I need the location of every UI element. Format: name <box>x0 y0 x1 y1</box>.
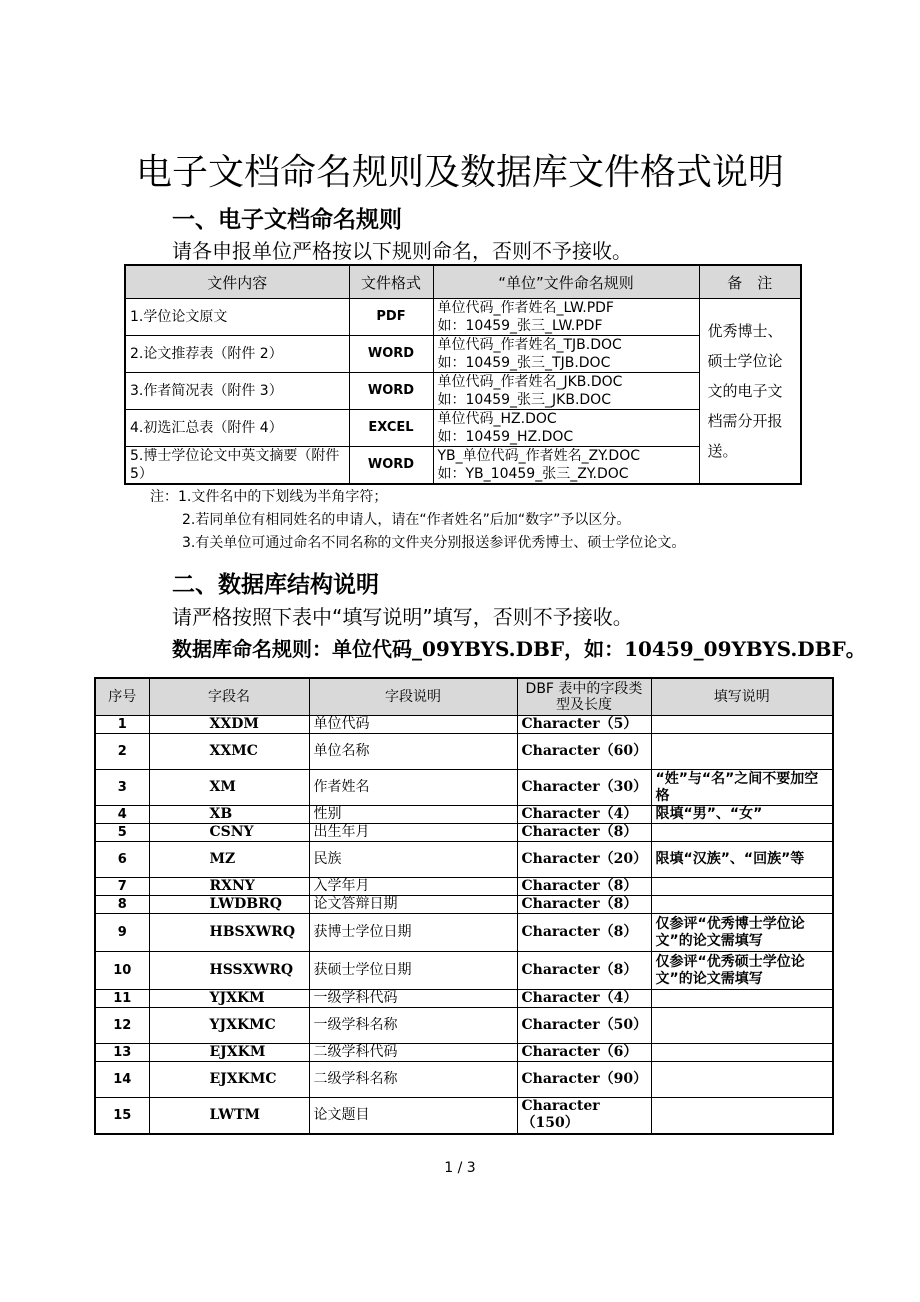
section2-intro: 请严格按照下表中“填写说明”填写，否则不予接收。 <box>172 605 633 629</box>
row-number: 10 <box>95 952 149 990</box>
field-name: MZ <box>149 842 309 878</box>
table-row <box>95 824 833 842</box>
field-description: 入学年月 <box>309 878 517 896</box>
field-description: 二级学科代码 <box>309 1044 517 1062</box>
table-row <box>95 914 833 952</box>
field-type: Character（30） <box>517 770 651 806</box>
row-format: WORD <box>349 336 433 373</box>
field-type: Character（8） <box>517 896 651 914</box>
field-description: 一级学科名称 <box>309 1008 517 1044</box>
page-title: 电子文档命名规则及数据库文件格式说明 <box>135 152 784 193</box>
rule-example: 如：10459_张三_TJB.DOC <box>437 355 611 371</box>
field-type: Character（50） <box>517 1008 651 1044</box>
row-number: 14 <box>95 1062 149 1098</box>
header-field: 字段名 <box>149 678 309 716</box>
table-row <box>95 842 833 878</box>
field-name: LWTM <box>149 1098 309 1134</box>
field-name: HSSXWRQ <box>149 952 309 990</box>
row-content: 1.学位论文原文 <box>125 299 349 336</box>
header-no: 序号 <box>95 678 149 716</box>
row-number: 1 <box>95 716 149 734</box>
row-rule <box>433 336 699 373</box>
fill-instruction: “姓”与“名”之间不要加空格 <box>651 770 833 806</box>
header-rule: “单位”文件命名规则 <box>433 265 699 299</box>
field-description: 性别 <box>309 806 517 824</box>
field-type: Character（5） <box>517 716 651 734</box>
field-type: Character（8） <box>517 824 651 842</box>
header-type: DBF 表中的字段类型及长度 <box>517 678 651 716</box>
field-name: CSNY <box>149 824 309 842</box>
section1-intro: 请各申报单位严格按以下规则命名，否则不予接收。 <box>172 239 632 263</box>
field-type: Character（6） <box>517 1044 651 1062</box>
naming-rules-table <box>124 264 802 485</box>
remark-cell: 优秀博士、硕士学位论文的电子文档需分开报送。 <box>699 299 801 485</box>
field-name: XXDM <box>149 716 309 734</box>
fill-instruction <box>651 824 833 842</box>
field-type: Character（8） <box>517 952 651 990</box>
row-number: 7 <box>95 878 149 896</box>
row-content: 3.作者简况表（附件 3） <box>125 373 349 410</box>
field-name: HBSXWRQ <box>149 914 309 952</box>
row-number: 8 <box>95 896 149 914</box>
field-type: Character（150） <box>517 1098 651 1134</box>
field-name: EJXKMC <box>149 1062 309 1098</box>
row-number: 3 <box>95 770 149 806</box>
rule-example: 如：10459_张三_JKB.DOC <box>437 392 611 408</box>
fill-instruction <box>651 1008 833 1044</box>
table-row <box>95 806 833 824</box>
row-content: 5.博士学位论文中英文摘要（附件 5） <box>125 447 349 485</box>
table-row <box>95 1062 833 1098</box>
field-description: 单位代码 <box>309 716 517 734</box>
table-row <box>95 716 833 734</box>
database-naming-rule: 数据库命名规则：单位代码_09YBYS.DBF，如：10459_09YBYS.DBF。 <box>172 637 866 661</box>
fill-instruction <box>651 1062 833 1098</box>
field-description: 民族 <box>309 842 517 878</box>
table-row <box>95 896 833 914</box>
table-row <box>95 1098 833 1134</box>
field-description: 获博士学位日期 <box>309 914 517 952</box>
row-format: WORD <box>349 447 433 485</box>
fill-instruction <box>651 1098 833 1134</box>
row-format: WORD <box>349 373 433 410</box>
rule-example: 如：10459_HZ.DOC <box>437 429 574 445</box>
header-content: 文件内容 <box>125 265 349 299</box>
field-name: LWDBRQ <box>149 896 309 914</box>
field-name: RXNY <box>149 878 309 896</box>
field-name: YJXKMC <box>149 1008 309 1044</box>
section1-heading: 一、电子文档命名规则 <box>172 207 402 233</box>
table-row <box>95 770 833 806</box>
field-description: 获硕士学位日期 <box>309 952 517 990</box>
fill-instruction <box>651 734 833 770</box>
rule-pattern: 单位代码_HZ.DOC <box>437 411 557 427</box>
notes-block <box>150 486 685 555</box>
row-number: 9 <box>95 914 149 952</box>
table-header-row <box>125 265 801 299</box>
row-number: 12 <box>95 1008 149 1044</box>
row-rule <box>433 299 699 336</box>
row-number: 5 <box>95 824 149 842</box>
rule-example: 如：YB_10459_张三_ZY.DOC <box>437 466 629 482</box>
row-content: 2.论文推荐表（附件 2） <box>125 336 349 373</box>
row-format: EXCEL <box>349 410 433 447</box>
row-format: PDF <box>349 299 433 336</box>
fill-instruction <box>651 1044 833 1062</box>
field-description: 二级学科名称 <box>309 1062 517 1098</box>
field-description: 作者姓名 <box>309 770 517 806</box>
field-name: XM <box>149 770 309 806</box>
fill-instruction: 限填“汉族”、“回族”等 <box>651 842 833 878</box>
note-2: 2.若同单位有相同姓名的申请人，请在“作者姓名”后加“数字”予以区分。 <box>182 512 631 528</box>
row-number: 4 <box>95 806 149 824</box>
header-fill: 填写说明 <box>651 678 833 716</box>
field-type: Character（8） <box>517 914 651 952</box>
row-rule <box>433 373 699 410</box>
note-3: 3.有关单位可通过命名不同名称的文件夹分别报送参评优秀博士、硕士学位论文。 <box>182 535 686 551</box>
field-type: Character（20） <box>517 842 651 878</box>
field-name: YJXKM <box>149 990 309 1008</box>
fill-instruction: 限填“男”、“女” <box>651 806 833 824</box>
section2-heading: 二、数据库结构说明 <box>172 572 379 598</box>
rule-example: 如：10459_张三_LW.PDF <box>437 318 603 334</box>
fill-instruction <box>651 990 833 1008</box>
field-type: Character（4） <box>517 806 651 824</box>
page-number: 1 / 3 <box>444 1160 476 1176</box>
rule-pattern: 单位代码_作者姓名_LW.PDF <box>437 300 614 316</box>
header-note: 备 注 <box>699 265 801 299</box>
row-number: 13 <box>95 1044 149 1062</box>
field-description: 论文题目 <box>309 1098 517 1134</box>
table-row <box>95 952 833 990</box>
field-type: Character（8） <box>517 878 651 896</box>
row-number: 15 <box>95 1098 149 1134</box>
field-name: XXMC <box>149 734 309 770</box>
field-description: 论文答辩日期 <box>309 896 517 914</box>
fill-instruction <box>651 878 833 896</box>
table-header-row <box>95 678 833 716</box>
note-1: 注：1.文件名中的下划线为半角字符； <box>150 489 388 505</box>
table-row <box>125 299 801 336</box>
table-row <box>95 734 833 770</box>
row-number: 6 <box>95 842 149 878</box>
field-description: 一级学科代码 <box>309 990 517 1008</box>
header-desc: 字段说明 <box>309 678 517 716</box>
rule-pattern: 单位代码_作者姓名_TJB.DOC <box>437 337 622 353</box>
table-row <box>95 1044 833 1062</box>
row-number: 2 <box>95 734 149 770</box>
field-type: Character（4） <box>517 990 651 1008</box>
fill-instruction: 仅参评“优秀博士学位论文”的论文需填写 <box>651 914 833 952</box>
rule-pattern: YB_单位代码_作者姓名_ZY.DOC <box>437 448 640 464</box>
rule-pattern: 单位代码_作者姓名_JKB.DOC <box>437 374 623 390</box>
fill-instruction <box>651 896 833 914</box>
row-rule <box>433 447 699 485</box>
fill-instruction: 仅参评“优秀硕士学位论文”的论文需填写 <box>651 952 833 990</box>
row-content: 4.初选汇总表（附件 4） <box>125 410 349 447</box>
row-rule <box>433 410 699 447</box>
field-description: 出生年月 <box>309 824 517 842</box>
table-row <box>95 990 833 1008</box>
field-name: EJXKM <box>149 1044 309 1062</box>
row-number: 11 <box>95 990 149 1008</box>
field-name: XB <box>149 806 309 824</box>
field-type: Character（60） <box>517 734 651 770</box>
table-row <box>95 878 833 896</box>
header-format: 文件格式 <box>349 265 433 299</box>
database-structure-table <box>94 677 834 1135</box>
field-description: 单位名称 <box>309 734 517 770</box>
field-type: Character（90） <box>517 1062 651 1098</box>
fill-instruction <box>651 716 833 734</box>
table-row <box>95 1008 833 1044</box>
